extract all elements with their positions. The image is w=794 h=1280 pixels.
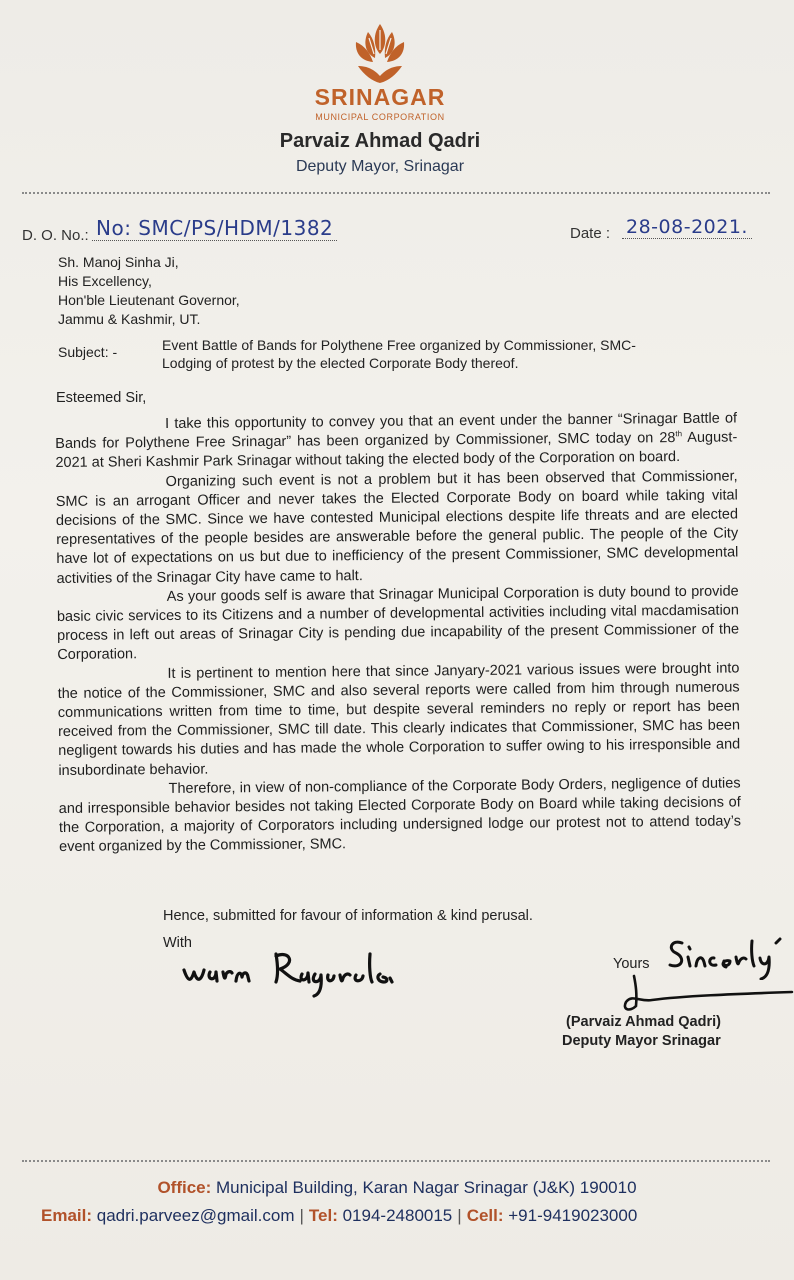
header-divider bbox=[22, 192, 770, 194]
tel-value: 0194-2480015 bbox=[337, 1206, 453, 1225]
subject-text bbox=[162, 336, 722, 372]
org-subtitle: MUNICIPAL CORPORATION bbox=[315, 112, 445, 122]
addressee-line: Hon'ble Lieutenant Governor, bbox=[58, 292, 240, 308]
signature bbox=[612, 972, 794, 1016]
addressee-block bbox=[58, 253, 240, 329]
date-label: Date : bbox=[570, 225, 611, 242]
cell-label: Cell: bbox=[466, 1206, 504, 1225]
footer-office bbox=[0, 1178, 794, 1198]
subject-line-1: Event Battle of Bands for Polythene Free organized by Commissioner, SMC- bbox=[162, 337, 636, 353]
addressee-line: His Excellency, bbox=[58, 273, 152, 289]
do-number-label: D. O. No.: bbox=[22, 227, 89, 244]
smc-flower-logo-icon bbox=[348, 20, 412, 86]
subject-line-2: Lodging of protest by the elected Corporate Body thereof. bbox=[162, 355, 519, 371]
tel-label: Tel: bbox=[308, 1206, 338, 1225]
addressee-line: Jammu & Kashmir, UT. bbox=[58, 311, 201, 327]
footer-contact bbox=[41, 1206, 781, 1226]
closing-line: Hence, submitted for favour of information & kind perusal. bbox=[163, 908, 533, 924]
date-value: 28-08-2021. bbox=[622, 216, 752, 239]
office-address: Municipal Building, Karan Nagar Srinagar (J&K) 190010 bbox=[211, 1178, 637, 1197]
office-label: Office: bbox=[157, 1178, 212, 1197]
addressee-line: Sh. Manoj Sinha Ji, bbox=[58, 254, 179, 270]
handwritten-warm-regards bbox=[180, 948, 430, 998]
footer-divider bbox=[22, 1160, 770, 1162]
body-paragraph-4: It is pertinent to mention here that since Janyary-2021 various issues were brought into the notice of the Commissioner, SMC and also several reports were called from him through numerous communications written from time to time, but despite several reminders no reply or report has been received from the Commissioner, SMC till date. This clearly indicates that Commissioner, SMC has been negligent towards his duties and has made the whole Corporation to suffer owing to his irresponsible and insubordinate behavior. bbox=[57, 660, 741, 779]
email-value[interactable]: qadri.parveez@gmail.com bbox=[92, 1206, 295, 1225]
closing-with: With bbox=[163, 935, 192, 951]
subject-label: Subject: - bbox=[58, 344, 118, 360]
signatory-name: (Parvaiz Ahmad Qadri) bbox=[566, 1014, 721, 1030]
email-label: Email: bbox=[41, 1206, 93, 1225]
body-paragraph-3: As your goods self is aware that Srinagar Municipal Corporation is duty bound to provide basic civic services to its Citizens and a number of developmental activities including vital macdamisation process in left out areas of Srinagar City is pending due incapability of the present Commissioner of the Corporation. bbox=[56, 583, 740, 664]
cell-value: +91-9419023000 bbox=[503, 1206, 638, 1225]
do-number-value: No: SMC/PS/HDM/1382 bbox=[92, 216, 337, 241]
signatory-title: Deputy Mayor Srinagar bbox=[562, 1033, 721, 1049]
body-paragraph-1 bbox=[55, 409, 738, 473]
body-paragraph-2: Organizing such event is not a problem but it has been observed that Commissioner, SMC is an arrogant Officer and never takes the Elected Corporate Body on board while taking vital decisions of the SMC. Since we have contested Municipal elections despite life threats and are elected representatives of the people besides are answerable before the general public. The people of the City have lot of expectations on us but due to inefficiency of the present Commissioner, SMC developmental activities of the Srinagar City have came to halt. bbox=[55, 468, 739, 587]
reference-row bbox=[22, 216, 782, 250]
letter-body bbox=[55, 409, 741, 857]
letterhead-person-name: Parvaiz Ahmad Qadri bbox=[279, 130, 481, 152]
letterhead-person-title: Deputy Mayor, Srinagar bbox=[295, 158, 465, 175]
body-paragraph-5: Therefore, in view of non-compliance of the Corporate Body Orders, negligence of duties and irresponsible behavior besides not taking Elected Corporate Body on Board while taking decisions of the Corporation, a majority of Corporators including undersigned lodge our protest not to attend today’s event organized by the Commissioner, SMC. bbox=[58, 775, 742, 856]
footer-separator: | bbox=[457, 1206, 462, 1225]
body-p1-text-continued: August-2021 at Sheri Kashmir Park Srinagar without taking the elected body of the Corporation on board. bbox=[55, 429, 738, 472]
yours-label: Yours bbox=[613, 956, 650, 972]
body-p1-superscript: th bbox=[675, 429, 683, 439]
org-name: SRINAGAR bbox=[314, 84, 446, 110]
footer-separator: | bbox=[299, 1206, 304, 1225]
salutation: Esteemed Sir, bbox=[56, 390, 147, 406]
body-p1-text: I take this opportunity to convey you that an event under the banner “Srinagar Battle of Bands for Polythene Free Srinagar” has been organized by Commissioner, SMC today on 28 bbox=[55, 410, 738, 453]
